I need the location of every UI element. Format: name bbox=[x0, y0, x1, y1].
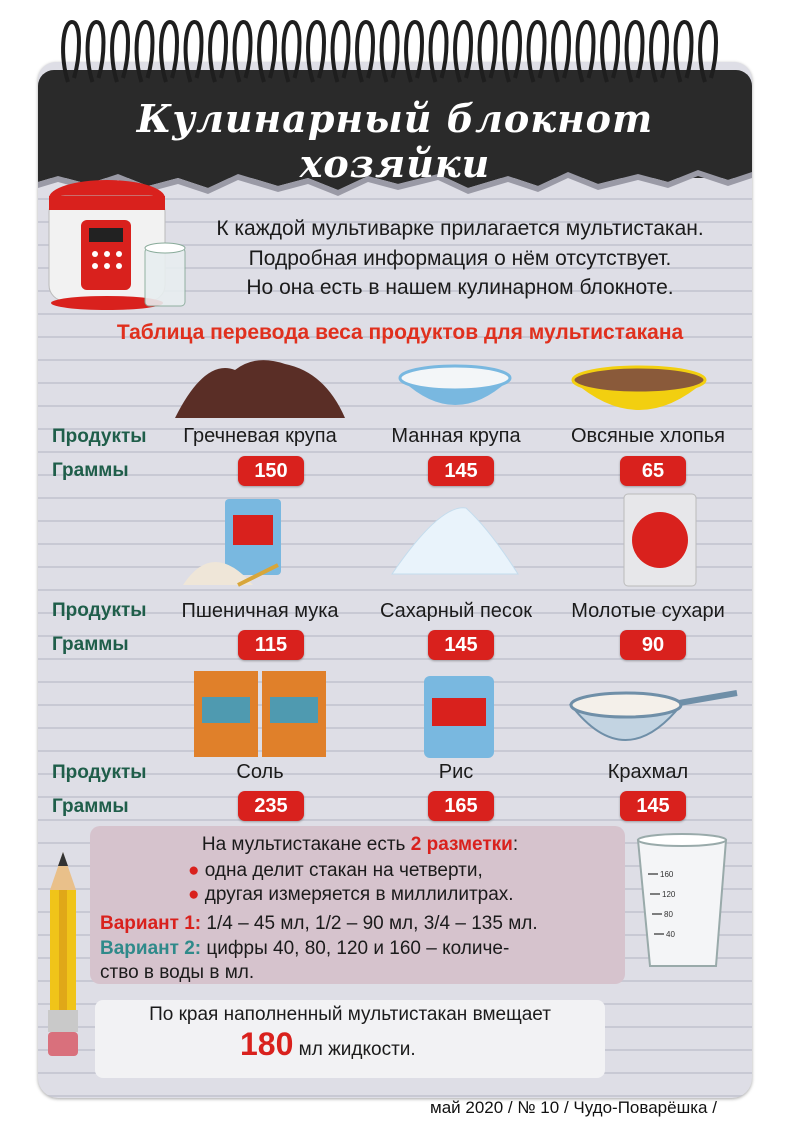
spiral-ring bbox=[406, 22, 422, 82]
spiral-ring bbox=[259, 22, 275, 82]
variant-2 bbox=[100, 938, 509, 960]
spiral-ring bbox=[627, 22, 643, 82]
spiral-ring bbox=[602, 22, 618, 82]
variant-2-cont: ство в воды в мл. bbox=[100, 962, 255, 983]
spiral-ring bbox=[553, 22, 569, 82]
rice-bag-image bbox=[420, 672, 498, 762]
info-lead-end: : bbox=[512, 834, 519, 855]
grams-badge: 165 bbox=[428, 791, 494, 821]
variant-2-text: цифры 40, 80, 120 и 160 – количе- bbox=[201, 938, 510, 959]
spiral-ring bbox=[676, 22, 692, 82]
product-salt: Соль bbox=[236, 761, 284, 783]
variant-1-text: 1/4 – 45 мл, 1/2 – 90 мл, 3/4 – 135 мл. bbox=[201, 913, 538, 934]
product-sugar: Сахарный песок bbox=[379, 600, 532, 622]
grams-badge: 235 bbox=[238, 791, 304, 821]
spiral-ring bbox=[235, 22, 251, 82]
spiral-ring bbox=[431, 22, 447, 82]
flour-bag-image bbox=[183, 495, 293, 590]
footer-issue-info: май 2020 / № 10 / Чудо-Поварёшка / bbox=[430, 1098, 717, 1117]
intro-line-1: К каждой мультиварке прилагается мультистакан. bbox=[216, 217, 704, 240]
spiral-binding bbox=[60, 18, 730, 90]
cup-mark: 40 bbox=[666, 930, 675, 939]
info-lead-highlight: 2 разметки bbox=[410, 834, 513, 855]
info-lead-text: На мультистакане есть bbox=[201, 834, 411, 855]
variant-2-label: Вариант 2: bbox=[100, 938, 202, 959]
grams-label-row-2: Граммы bbox=[52, 634, 129, 655]
breadcrumbs-pack-image bbox=[620, 490, 700, 590]
grams-badge: 145 bbox=[620, 791, 686, 821]
pencil-image bbox=[42, 850, 84, 1060]
grams-badge: 115 bbox=[238, 630, 304, 660]
grams-badge: 90 bbox=[620, 630, 686, 660]
spiral-ring bbox=[651, 22, 667, 82]
spiral-ring bbox=[112, 22, 128, 82]
cup-mark: 80 bbox=[664, 910, 673, 919]
spiral-ring bbox=[210, 22, 226, 82]
spiral-ring bbox=[578, 22, 594, 82]
product-wheat-flour: Пшеничная мука bbox=[181, 600, 339, 622]
cup-mark: 160 bbox=[660, 870, 674, 879]
sugar-pile-image bbox=[390, 500, 520, 580]
grams-badge: 145 bbox=[428, 630, 494, 660]
grams-badge: 150 bbox=[238, 456, 304, 486]
info-bullet-1-text: одна делит стакан на четверти, bbox=[204, 860, 483, 881]
spiral-ring bbox=[480, 22, 496, 82]
info-lead bbox=[100, 834, 620, 856]
cup-mark: 120 bbox=[662, 890, 676, 899]
product-starch: Крахмал bbox=[607, 761, 689, 783]
capacity-line-2 bbox=[240, 1026, 416, 1063]
capacity-number: 180 bbox=[240, 1026, 294, 1062]
info-bullet-2-text: другая измеряется в миллилитрах. bbox=[204, 884, 514, 905]
intro-line-2: Подробная информация о нём отсутствует. bbox=[248, 247, 672, 270]
spiral-ring bbox=[455, 22, 471, 82]
spiral-ring bbox=[308, 22, 324, 82]
grams-badge: 145 bbox=[428, 456, 494, 486]
semolina-bowl-image bbox=[398, 360, 513, 422]
capacity-unit-text: мл жидкости. bbox=[293, 1039, 416, 1060]
info-bullet-1 bbox=[188, 860, 483, 882]
product-buckwheat: Гречневая крупа bbox=[183, 425, 337, 447]
table-title: Таблица перевода веса продуктов для мультистакана bbox=[116, 321, 684, 344]
spiral-ring bbox=[382, 22, 398, 82]
products-label-row-2: Продукты bbox=[52, 600, 147, 621]
oat-flakes-bowl-image bbox=[570, 360, 708, 424]
spiral-ring bbox=[137, 22, 153, 82]
products-label-row-1: Продукты bbox=[52, 426, 147, 447]
buckwheat-image bbox=[175, 352, 345, 420]
products-label-row-3: Продукты bbox=[52, 762, 147, 783]
salt-packs-image bbox=[190, 665, 330, 760]
spiral-ring bbox=[357, 22, 373, 82]
spiral-ring bbox=[529, 22, 545, 82]
spiral-ring bbox=[88, 22, 104, 82]
product-oat-flakes: Овсяные хлопья bbox=[571, 425, 725, 447]
spiral-ring bbox=[284, 22, 300, 82]
variant-1 bbox=[100, 913, 538, 935]
spiral-ring bbox=[161, 22, 177, 82]
spiral-ring bbox=[700, 22, 716, 82]
page-title: Кулинарный блокнот хозяйки bbox=[136, 96, 654, 186]
spiral-ring bbox=[333, 22, 349, 82]
product-rice: Рис bbox=[438, 761, 474, 783]
bullet-icon: ● bbox=[188, 860, 200, 881]
grams-label-row-3: Граммы bbox=[52, 796, 129, 817]
product-semolina: Манная крупа bbox=[391, 425, 521, 447]
spiral-ring bbox=[186, 22, 202, 82]
starch-sieve-image bbox=[565, 675, 740, 755]
grams-badge: 65 bbox=[620, 456, 686, 486]
bullet-icon: ● bbox=[188, 884, 200, 905]
capacity-line-1: По края наполненный мультистакан вмещает bbox=[149, 1004, 551, 1025]
product-breadcrumbs: Молотые сухари bbox=[571, 600, 725, 622]
spiral-ring bbox=[504, 22, 520, 82]
measuring-cup-image bbox=[632, 832, 732, 972]
intro-line-3: Но она есть в нашем кулинарном блокноте. bbox=[246, 276, 674, 299]
variant-1-label: Вариант 1: bbox=[100, 913, 202, 934]
spiral-ring bbox=[63, 22, 79, 82]
grams-label-row-1: Граммы bbox=[52, 460, 129, 481]
info-bullet-2 bbox=[188, 884, 514, 906]
